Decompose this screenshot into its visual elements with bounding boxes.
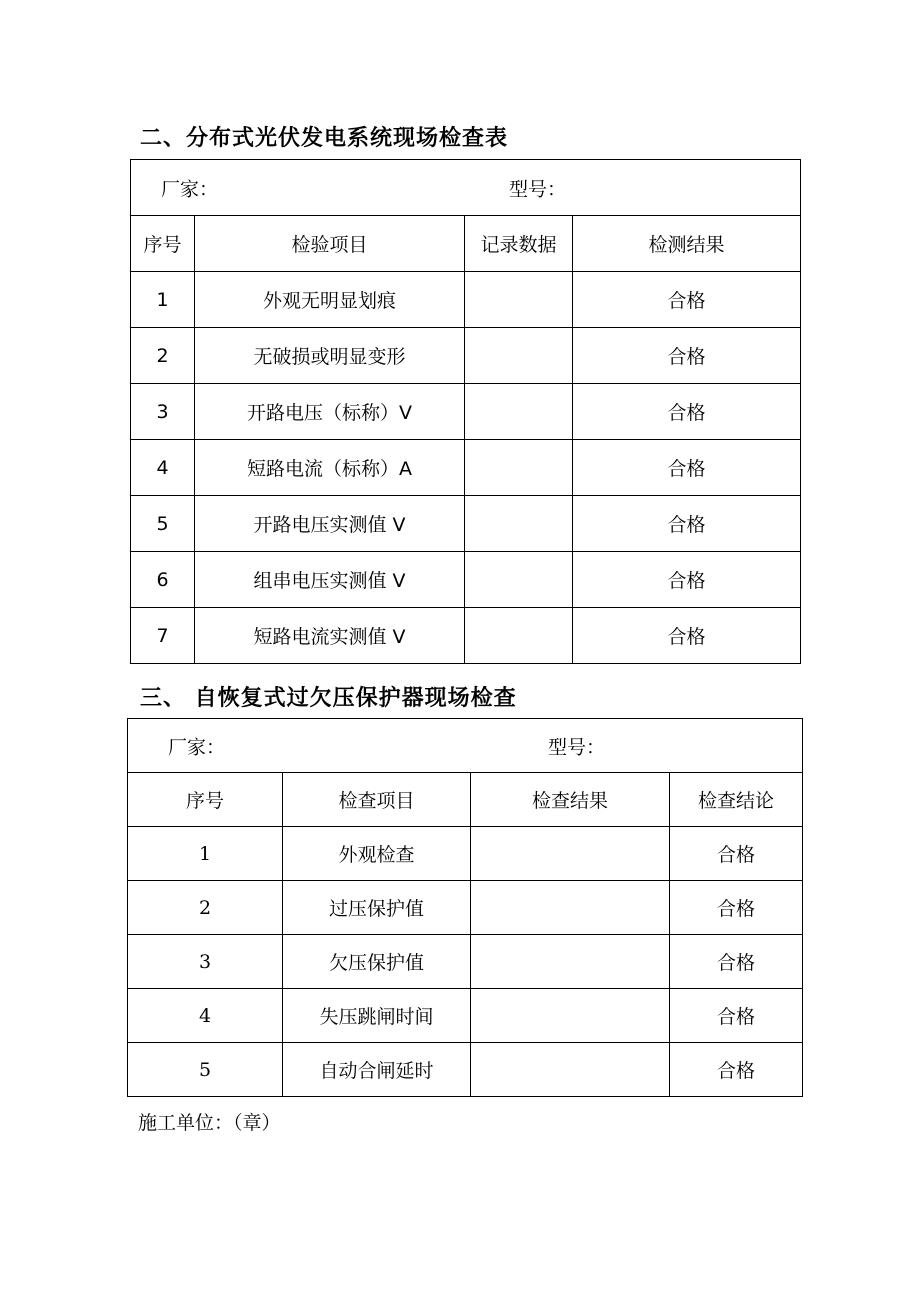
row-no: 1 <box>128 827 283 881</box>
row-result: 合格 <box>573 496 801 552</box>
table-row <box>128 881 803 935</box>
row-no: 4 <box>128 989 283 1043</box>
table-row <box>128 827 803 881</box>
table-row <box>128 935 803 989</box>
row-item: 开路电压实测值 V <box>195 496 465 552</box>
row-no: 2 <box>128 881 283 935</box>
pv-header-item: 检验项目 <box>195 216 465 272</box>
table-row <box>131 440 801 496</box>
row-item: 短路电流（标称）A <box>195 440 465 496</box>
row-data[interactable] <box>465 608 573 664</box>
row-no: 7 <box>131 608 195 664</box>
table-row <box>128 1043 803 1097</box>
row-item: 外观无明显划痕 <box>195 272 465 328</box>
pv-manufacturer-label: 厂家： <box>161 178 219 200</box>
row-no: 3 <box>128 935 283 989</box>
row-result: 合格 <box>573 552 801 608</box>
pv-header-result: 检测结果 <box>573 216 801 272</box>
table-row <box>131 384 801 440</box>
table-row <box>131 328 801 384</box>
row-item: 短路电流实测值 V <box>195 608 465 664</box>
protector-inspection-table <box>127 718 803 1097</box>
row-result[interactable] <box>471 1043 670 1097</box>
row-no: 4 <box>131 440 195 496</box>
row-no: 5 <box>131 496 195 552</box>
table-row <box>131 552 801 608</box>
row-result[interactable] <box>471 827 670 881</box>
protector-manufacturer-label: 厂家： <box>168 736 226 758</box>
protector-header-no: 序号 <box>128 773 283 827</box>
row-result: 合格 <box>573 328 801 384</box>
row-conclusion: 合格 <box>670 881 803 935</box>
row-data[interactable] <box>465 440 573 496</box>
table-row <box>131 496 801 552</box>
row-result: 合格 <box>573 272 801 328</box>
row-no: 5 <box>128 1043 283 1097</box>
row-data[interactable] <box>465 384 573 440</box>
row-no: 6 <box>131 552 195 608</box>
row-result: 合格 <box>573 608 801 664</box>
row-data[interactable] <box>465 496 573 552</box>
protector-header-result: 检查结果 <box>471 773 670 827</box>
row-item: 开路电压（标称）V <box>195 384 465 440</box>
table-row <box>131 272 801 328</box>
pv-header-data: 记录数据 <box>465 216 573 272</box>
pv-header-no: 序号 <box>131 216 195 272</box>
row-conclusion: 合格 <box>670 1043 803 1097</box>
row-result[interactable] <box>471 989 670 1043</box>
row-item: 外观检查 <box>283 827 471 881</box>
protector-header-item: 检查项目 <box>283 773 471 827</box>
row-item: 欠压保护值 <box>283 935 471 989</box>
row-no: 3 <box>131 384 195 440</box>
row-conclusion: 合格 <box>670 827 803 881</box>
construction-unit-label: 施工单位：（章） <box>138 1112 281 1134</box>
row-item: 组串电压实测值 V <box>195 552 465 608</box>
protector-header-conclusion: 检查结论 <box>670 773 803 827</box>
row-data[interactable] <box>465 328 573 384</box>
row-data[interactable] <box>465 272 573 328</box>
protector-info-row <box>128 719 803 773</box>
section2-title: 二、分布式光伏发电系统现场检查表 <box>140 126 509 151</box>
row-conclusion: 合格 <box>670 935 803 989</box>
pv-model-label: 型号： <box>509 178 567 200</box>
row-no: 2 <box>131 328 195 384</box>
row-result: 合格 <box>573 440 801 496</box>
row-item: 无破损或明显变形 <box>195 328 465 384</box>
pv-info-row <box>131 160 801 216</box>
row-item: 失压跳闸时间 <box>283 989 471 1043</box>
row-no: 1 <box>131 272 195 328</box>
table-row <box>131 608 801 664</box>
pv-inspection-table <box>130 159 801 664</box>
row-conclusion: 合格 <box>670 989 803 1043</box>
row-result: 合格 <box>573 384 801 440</box>
section3-title: 三、 自恢复式过欠压保护器现场检查 <box>140 686 517 711</box>
protector-model-label: 型号： <box>548 736 606 758</box>
row-result[interactable] <box>471 935 670 989</box>
pv-header-row <box>131 216 801 272</box>
row-result[interactable] <box>471 881 670 935</box>
table-row <box>128 989 803 1043</box>
row-item: 过压保护值 <box>283 881 471 935</box>
row-item: 自动合闸延时 <box>283 1043 471 1097</box>
protector-header-row <box>128 773 803 827</box>
row-data[interactable] <box>465 552 573 608</box>
